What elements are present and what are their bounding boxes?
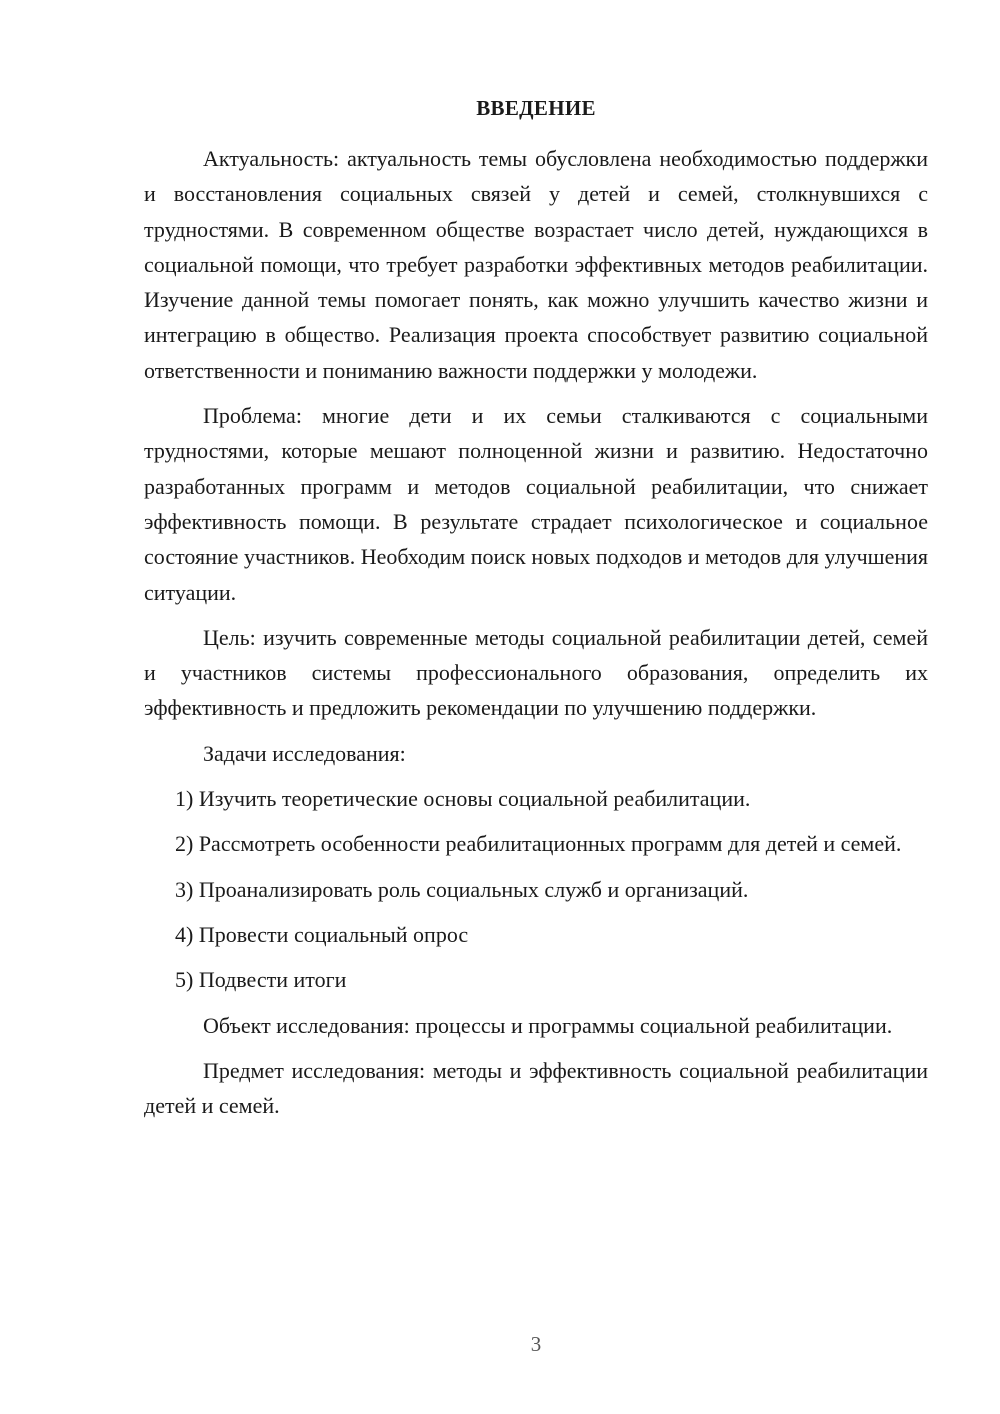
task-item: 1) Изучить теоретические основы социальной реабилитации. <box>175 786 751 812</box>
research-object-paragraph: Объект исследования: процессы и программы социальной реабилитации. <box>203 1012 893 1038</box>
page-number: 3 <box>530 1332 542 1356</box>
task-item: 4) Провести социальный опрос <box>175 921 469 947</box>
relevance-paragraph: Актуальность: актуальность темы обусловлена необходимостью поддержки и восстановления социальных связей у детей и семей, столкнувшихся с трудностями. В современном обществе возрастает число детей, нуждающихся в социальной помощи, что требует разработки эффективных методов реабилитации. Изучение данной темы помогает понять, как можно улучшить качество жизни и интеграцию в общество. Реализация проекта способствует развитию социальной ответственности и пониманию важности поддержки у молодежи. <box>144 146 928 383</box>
task-item: 5) Подвести итоги <box>175 967 347 993</box>
task-item: 3) Проанализировать роль социальных служб и организаций. <box>175 876 749 902</box>
goal-paragraph: Цель: изучить современные методы социальной реабилитации детей, семей и участников системы профессионального образования, определить их эффективность и предложить рекомендации по улучшению поддержки. <box>144 624 928 721</box>
document-body <box>144 141 928 1133</box>
research-subject-paragraph: Предмет исследования: методы и эффективность социальной реабилитации детей и семей. <box>144 1057 928 1119</box>
page-title: ВВЕДЕНИЕ <box>476 96 596 120</box>
tasks-heading: Задачи исследования: <box>203 740 406 766</box>
problem-paragraph: Проблема: многие дети и их семьи сталкиваются с социальными трудностями, которые мешают полноценной жизни и развитию. Недостаточно разработанных программ и методов социальной реабилитации, что снижает эффективность помощи. В результате страдает психологическое и социальное состояние участников. Необходим поиск новых подходов и методов для улучшения ситуации. <box>144 403 928 605</box>
task-item: 2) Рассмотреть особенности реабилитационных программ для детей и семей. <box>175 831 902 857</box>
